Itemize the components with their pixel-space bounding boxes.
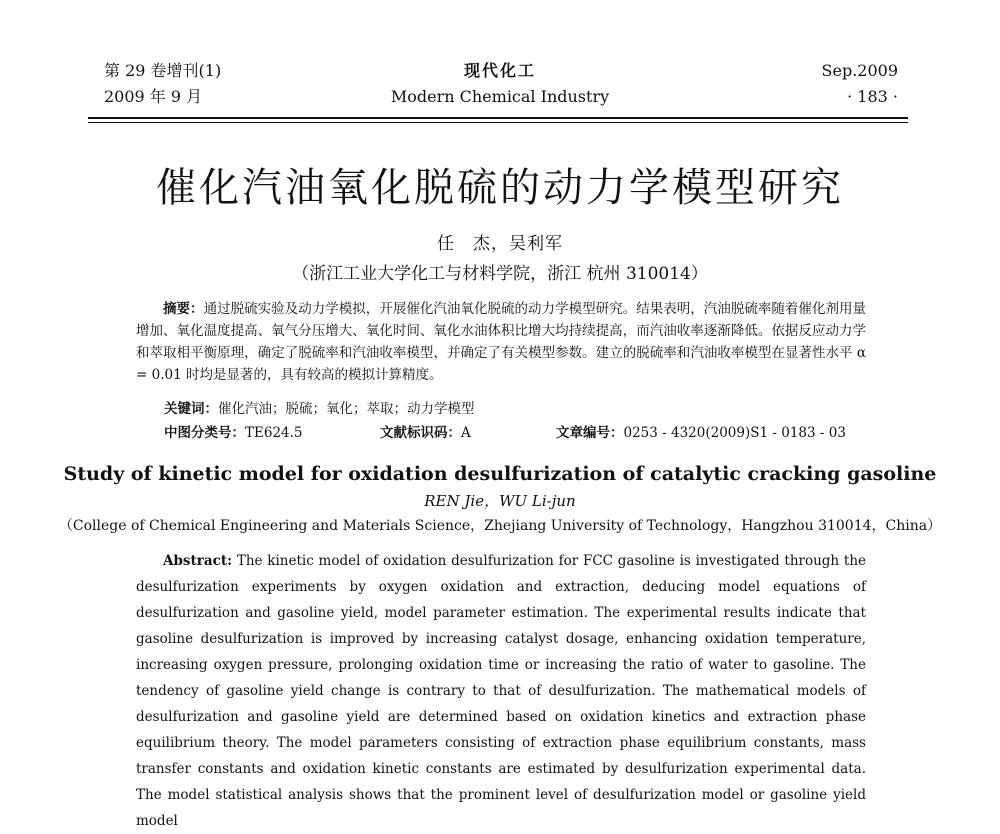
paper-title-en: Study of kinetic model for oxidation desulfurization of catalytic cracking gasoline	[63, 463, 937, 485]
abstract-en-label: Abstract:	[163, 553, 233, 569]
abstract-cn-text: 通过脱硫实验及动力学模拟，开展催化汽油氧化脱硫的动力学模型研究。结果表明，汽油脱硫率随着催化剂用量增加、氧化温度提高、氧气分压增大、氧化时间、氧化水油体积比增大均持续提高，而汽油收率逐渐降低。依据反应动力学和萃取相平衡原理，确定了脱硫率和汽油收率模型，并确定了有关模型参数。建立的脱硫率和汽油收率模型在显著性水平 α = 0.01 时均是显著的，具有较高的模拟计算精度。	[136, 301, 867, 383]
affiliation-cn: （浙江工业大学化工与材料学院，浙江 杭州 310014）	[292, 264, 708, 284]
abstract-en-text: The kinetic model of oxidation desulfurization for FCC gasoline is investigated through the desulfurization experiments by oxygen oxidation and extraction, deducing model equations of desulfurization and gasoline yield, model parameter estimation. The experimental results indicate that gasoline desulfurization is improved by increasing catalyst dosage, enhancing oxidation temperature, increasing oxygen pressure, prolonging oxidation time or increasing the ratio of water to gasoline. The tendency of gasoline yield change is contrary to that of desulfurization. The mathematical models of desulfurization and gasoline yield are determined based on oxidation kinetics and extraction phase equilibrium theory. The model parameters consisting of extraction phase equilibrium constants, mass transfer constants and oxidation kinetic constants are estimated by desulfurization experimental data. The model statistical analysis shows that the prominent level of desulfurization model or gasoline yield model	[136, 553, 866, 829]
issue-date-cn: 2009 年 9 月	[104, 87, 203, 106]
document-code	[380, 422, 471, 444]
volume-info: 第 29 卷增刊(1)	[104, 61, 222, 80]
keywords-cn	[164, 398, 475, 420]
header-rule-thin	[88, 122, 908, 123]
abstract-en	[136, 548, 866, 829]
affiliation-en: （College of Chemical Engineering and Materials Science，Zhejiang University of Technology，Hangzhou 310014，China）	[58, 518, 942, 534]
keywords-cn-label: 关键词：	[164, 401, 218, 417]
issue-date-en: Sep.2009	[821, 61, 898, 80]
article-label: 文章编号：	[556, 425, 624, 441]
keywords-cn-text: 催化汽油；脱硫；氧化；萃取；动力学模型	[218, 401, 475, 417]
authors-cn: 任 杰，吴利军	[437, 234, 563, 254]
header-rule-thick	[88, 117, 908, 119]
abstract-cn-label: 摘要：	[163, 301, 204, 317]
clc-value: TE624.5	[245, 425, 303, 441]
journal-name-en: Modern Chemical Industry	[390, 87, 610, 106]
paper-title-cn: 催化汽油氧化脱硫的动力学模型研究	[156, 165, 844, 211]
authors-en: REN Jie，WU Li-jun	[424, 492, 576, 510]
abstract-cn	[136, 298, 866, 386]
page-number: · 183 ·	[847, 87, 898, 106]
doc-value: A	[461, 425, 471, 441]
article-number	[556, 422, 846, 444]
journal-name-cn: 现代化工	[463, 61, 536, 80]
clc-number	[164, 422, 303, 444]
article-value: 0253 - 4320(2009)S1 - 0183 - 03	[623, 425, 846, 441]
header-right	[822, 58, 898, 110]
clc-label: 中图分类号：	[164, 425, 245, 441]
doc-label: 文献标识码：	[380, 425, 461, 441]
